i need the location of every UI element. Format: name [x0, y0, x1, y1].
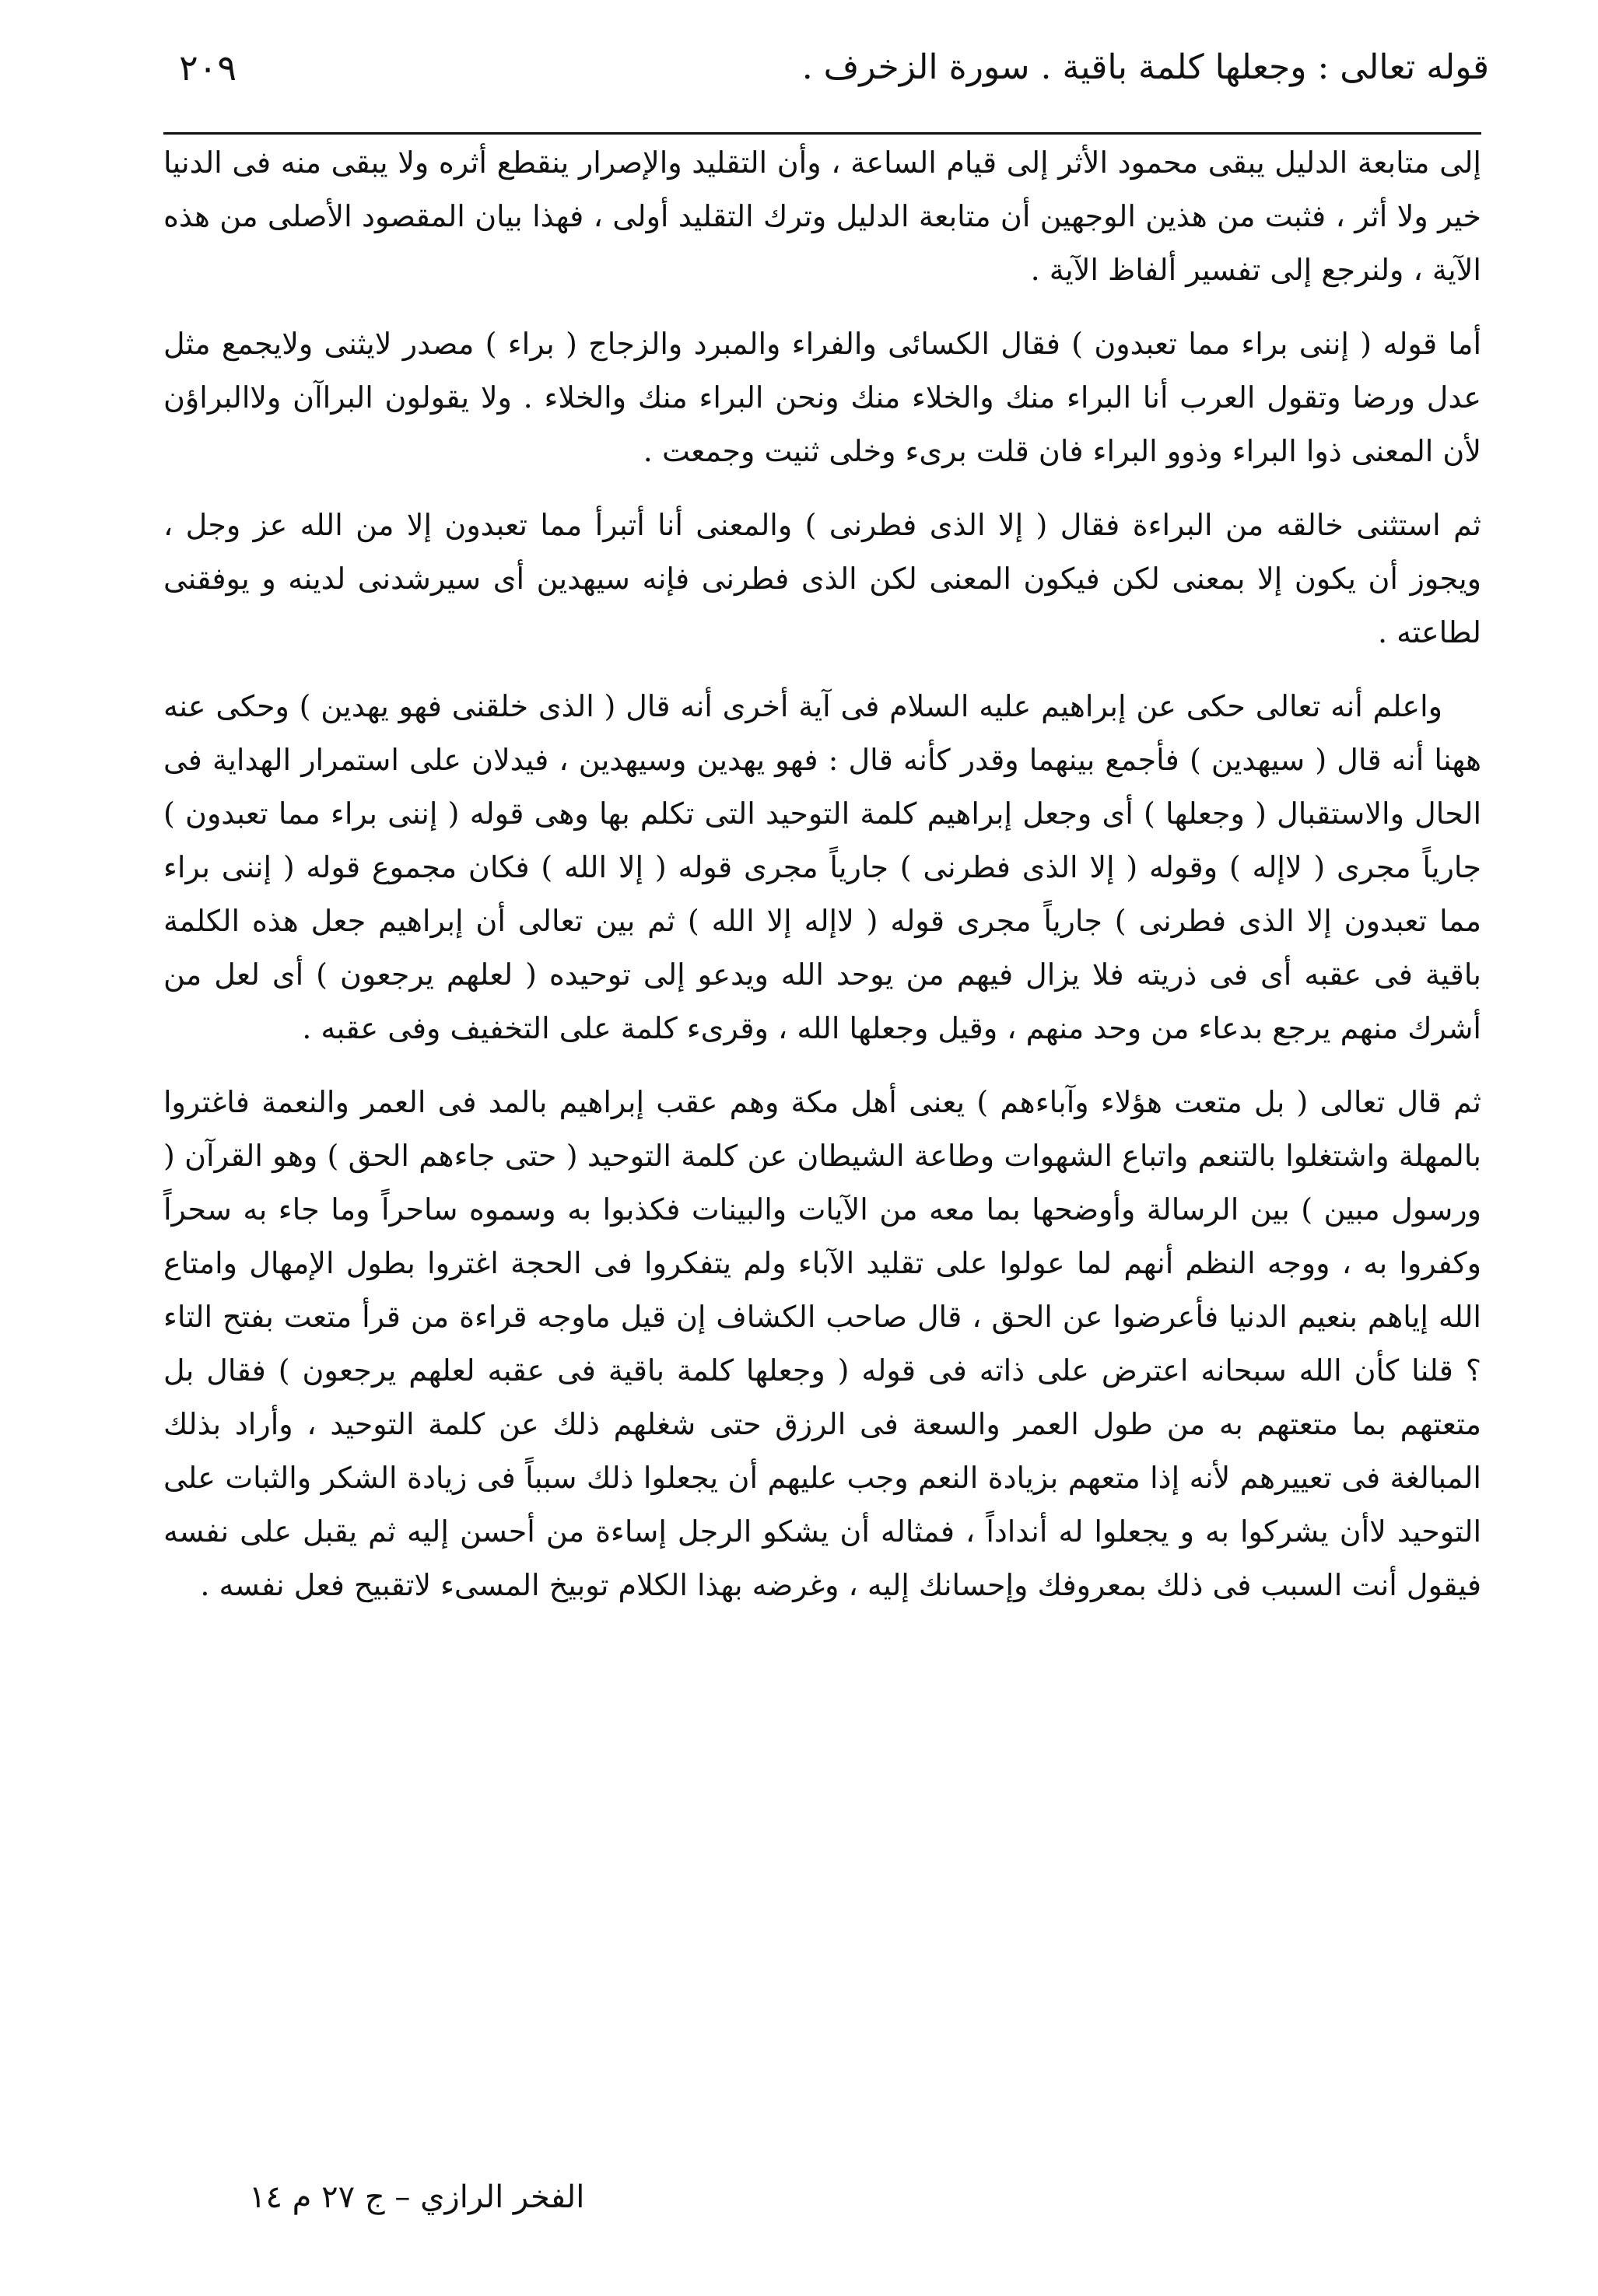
paragraph: إلى متابعة الدليل يبقى محمود الأثر إلى قيام الساعة ، وأن التقليد والإصرار ينقطع أثره ولا يبقى منه فى الدنيا خير ولا أثر ، فثبت من هذين الوجهين أن متابعة الدليل وترك التقليد أولى ، فهذا بيان المقصود الأصلى من هذه الآية ، ولنرجع إلى تفسير ألفاظ الآية . — [163, 145, 1481, 287]
paragraph: ثم قال تعالى ( بل متعت هؤلاء وآباءهم ) يعنى أهل مكة وهم عقب إبراهيم بالمد فى العمر والنعمة فاغتروا بالمهلة واشتغلوا بالتنعم واتباع الشهوات وطاعة الشيطان عن كلمة التوحيد ( حتى جاءهم الحق ) وهو القرآن ( ورسول مبين ) بين الرسالة وأوضحها بما معه من الآيات والبينات فكذبوا به وسموه ساحراً وما جاء به سحراً وكفروا به ، ووجه النظم أنهم لما عولوا على تقليد الآباء ولم يتفكروا فى الحجة اغتروا بطول الإمهال وامتاع الله إياهم بنعيم الدنيا فأعرضوا عن الحق ، قال صاحب الكشاف إن قيل ماوجه قراءة من قرأ متعت بفتح التاء ؟ قلنا كأن الله سبحانه اعترض على ذاته فى قوله ( وجعلها كلمة باقية فى عقبه لعلهم يرجعون ) فقال بل متعتهم بما متعتهم به من طول العمر والسعة فى الرزق حتى شغلهم ذلك عن كلمة التوحيد ، وأراد بذلك المبالغة فى تعييرهم لأنه إذا متعهم بزيادة النعم وجب عليهم أن يجعلوا ذلك سبباً فى زيادة الشكر والثبات على التوحيد لاأن يشركوا به و يجعلوا له أنداداً ، فمثاله أن يشكو الرجل إساءة من أحسن إليه ثم يقبل على نفسه فيقول أنت السبب فى ذلك بمعروفك وإحسانك إليه ، وغرضه بهذا الكلام توبيخ المسىء لاتقبيح فعل نفسه . — [163, 1085, 1481, 1602]
header-rule — [163, 132, 1481, 135]
paragraph: أما قوله ( إننى براء مما تعبدون ) فقال الكسائى والفراء والمبرد والزجاج ( براء ) مصدر لايثنى ولايجمع مثل عدل ورضا وتقول العرب أنا البراء منك والخلاء منك ونحن البراء منك والخلاء . ولا يقولون البراآن ولاالبراؤن لأن المعنى ذوا البراء وذوو البراء فان قلت برىء وخلى ثنيت وجمعت . — [163, 327, 1481, 468]
footer-signature: الفخر الرازي – ج ٢٧ م ١٤ — [249, 2179, 585, 2215]
page-number: ٢٠٩ — [179, 47, 237, 89]
running-head: قوله تعالى : وجعلها كلمة باقية . سورة الزخرف . — [801, 47, 1489, 87]
paragraph: واعلم أنه تعالى حكى عن إبراهيم عليه السلام فى آية أخرى أنه قال ( الذى خلقنى فهو يهدين ) وحكى عنه ههنا أنه قال ( سيهدين ) فأجمع بينهما وقدر كأنه قال : فهو يهدين وسيهدين ، فيدلان على استمرار الهداية فى الحال والاستقبال ( وجعلها ) أى وجعل إبراهيم كلمة التوحيد التى تكلم بها وهى قوله ( إننى براء مما تعبدون ) جارياً مجرى ( لاإله ) وقوله ( إلا الذى فطرنى ) جارياً مجرى قوله ( إلا الله ) فكان مجموع قوله ( إننى براء مما تعبدون إلا الذى فطرنى ) جارياً مجرى قوله ( لاإله إلا الله ) ثم بين تعالى أن إبراهيم جعل هذه الكلمة باقية فى عقبه أى فى ذريته فلا يزال فيهم من يوحد الله ويدعو إلى توحيده ( لعلهم يرجعون ) أى لعل من أشرك منهم يرجع بدعاء من وحد منهم ، وقيل وجعلها الله ، وقرىء كلمة على التخفيف وفى عقبه . — [163, 689, 1481, 1045]
page-header — [179, 40, 1489, 103]
main-text — [163, 136, 1481, 1633]
paragraph: ثم استثنى خالقه من البراءة فقال ( إلا الذى فطرنى ) والمعنى أنا أتبرأ مما تعبدون إلا من الله عز وجل ، ويجوز أن يكون إلا بمعنى لكن فيكون المعنى لكن الذى فطرنى فإنه سيهدين أى سيرشدنى لدينه و يوفقنى لطاعته . — [163, 508, 1481, 649]
